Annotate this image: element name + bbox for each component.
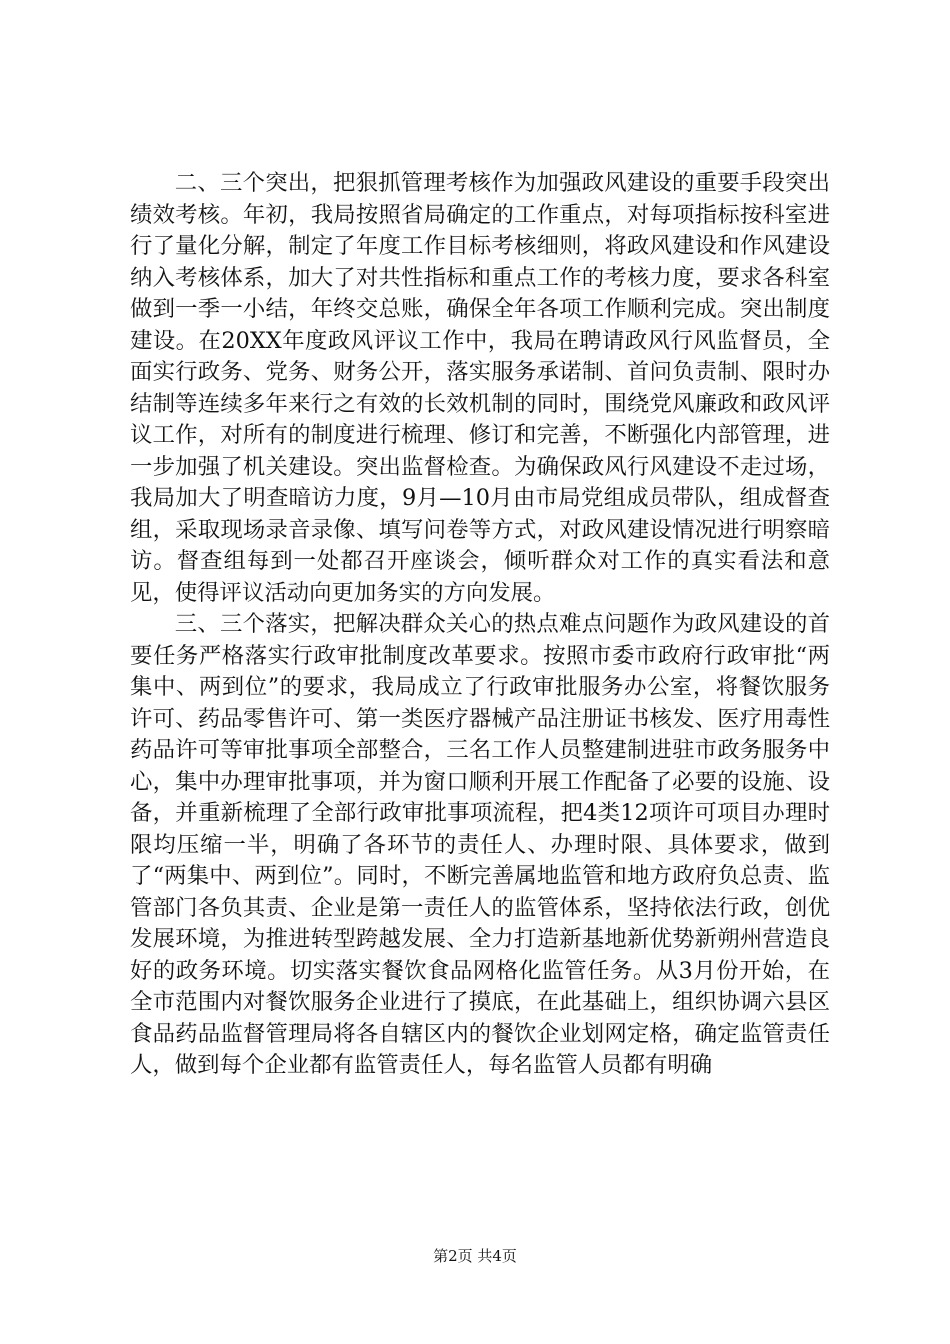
paragraph-2: 三、三个落实，把解决群众关心的热点难点问题作为政风建设的首要任务严格落实行政审批制度改革要求。按照市委市政府行政审批“两集中、两到位”的要求，我局成立了行政审批服务办公室，将餐饮服务许可、药品零售许可、第一类医疗器械产品注册证书核发、医疗用毒性药品许可等审批事项全部整合，三名工作人员整建制进驻市政务服务中心，集中办理审批事项，并为窗口顺利开展工作配备了必要的设施、设备，并重新梳理了全部行政审批事项流程，把4类12项许可项目办理时限均压缩一半，明确了各环节的责任人、办理时限、具体要求，做到了“两集中、两到位”。同时，不断完善属地监管和地方政府负总责、监管部门各负其责、企业是第一责任人的监管体系，坚持依法行政，创优发展环境，为推进转型跨越发展、全力打造新基地新优势新朔州营造良好的政务环境。切实落实餐饮食品网格化监管任务。从3月份开始，在全市范围内对餐饮服务企业进行了摸底，在此基础上，组织协调六县区食品药品监督管理局将各自辖区内的餐饮企业划网定格，确定监管责任人，做到每个企业都有监管责任人，每名监管人员都有明确 — [130, 611, 830, 1078]
page-number-footer: 第2页 共4页 — [433, 1247, 517, 1265]
document-body — [130, 168, 830, 1082]
paragraph-1: 二、三个突出，把狠抓管理考核作为加强政风建设的重要手段突出绩效考核。年初，我局按照省局确定的工作重点，对每项指标按科室进行了量化分解，制定了年度工作目标考核细则，将政风建设和作风建设纳入考核体系，加大了对共性指标和重点工作的考核力度，要求各科室做到一季一小结，年终交总账，确保全年各项工作顺利完成。突出制度建设。在20XX年度政风评议工作中，我局在聘请政风行风监督员，全面实行政务、党务、财务公开，落实服务承诺制、首问负责制、限时办结制等连续多年来行之有效的长效机制的同时，围绕党风廉政和政风评议工作，对所有的制度进行梳理、修订和完善，不断强化内部管理，进一步加强了机关建设。突出监督检查。为确保政风行风建设不走过场，我局加大了明查暗访力度，9月—10月由市局党组成员带队，组成督查组，采取现场录音录像、填写问卷等方式，对政风建设情况进行明察暗访。督查组每到一处都召开座谈会，倾听群众对工作的真实看法和意见，使得评议活动向更加务实的方向发展。 — [130, 170, 830, 606]
